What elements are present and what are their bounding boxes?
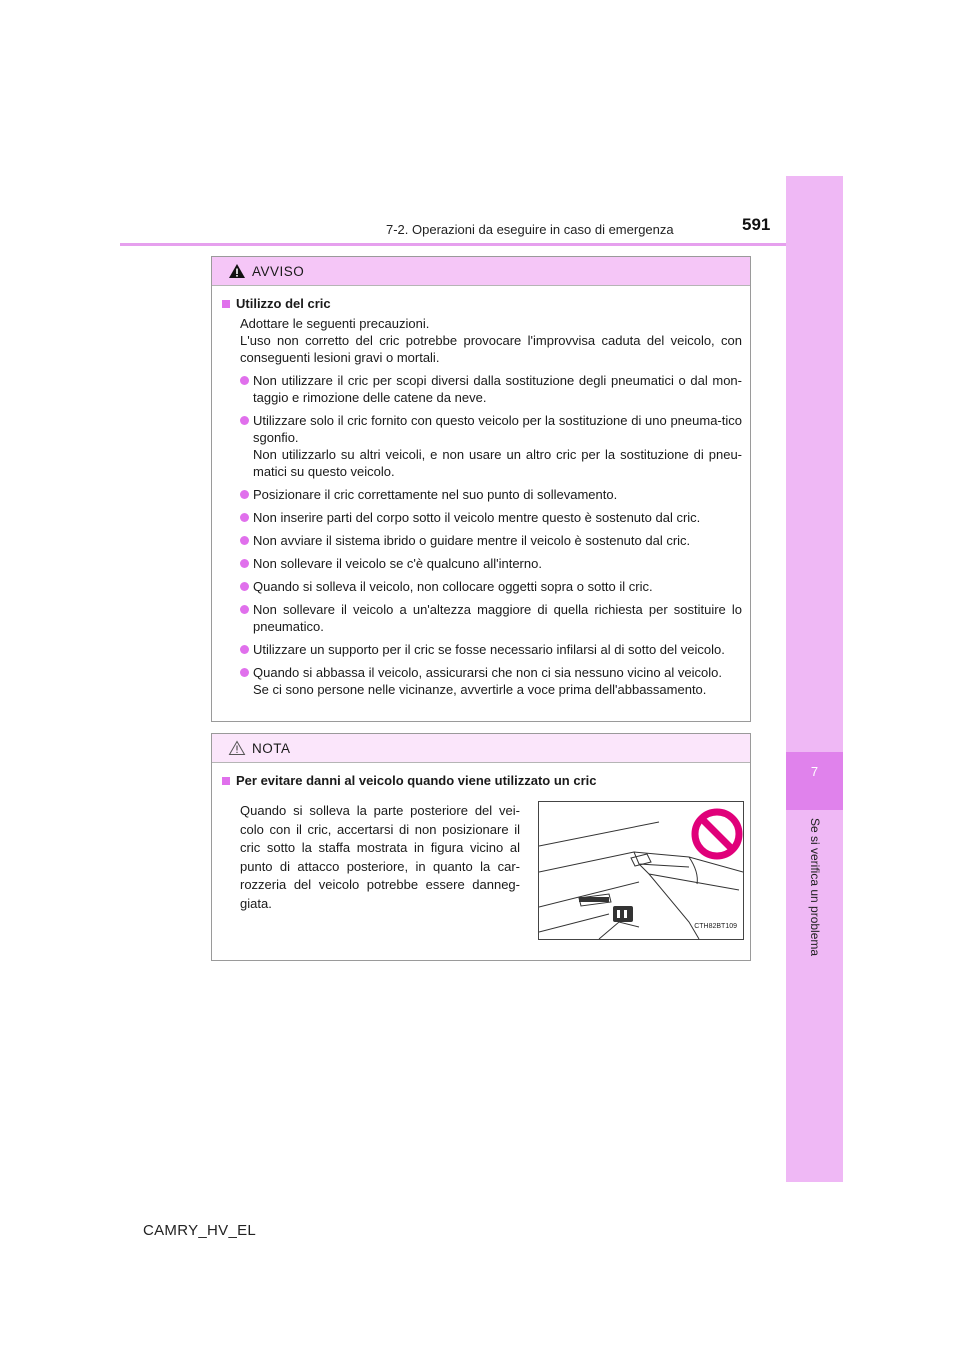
- warning-bullet-item: [222, 601, 742, 635]
- warning-bullet-item: [222, 532, 742, 549]
- warning-bullet-item: [222, 509, 742, 526]
- warning-bullet-item: [222, 555, 742, 572]
- section-header-title: 7-2. Operazioni da eseguire in caso di emergenza: [386, 222, 674, 237]
- warning-bullet-text: Utilizzare un supporto per il cric se fosse necessario infilarsi al di sotto del veicolo.: [253, 642, 725, 657]
- bullet-dot-icon: [240, 559, 249, 568]
- note-content: [222, 792, 742, 942]
- bullet-dot-icon: [240, 605, 249, 614]
- warning-box: [211, 256, 751, 722]
- note-text: Quando si solleva la parte posteriore del vei-colo con il cric, accertarsi di non posizionare il cric sotto la staffa mostrata in figura vicino al punto di attacco posteriore, in quanto la car-rozzeria del veicolo potrebbe essere danneg-giata.: [240, 803, 520, 911]
- bullet-dot-icon: [240, 536, 249, 545]
- note-body: [212, 763, 750, 942]
- warning-bullet-item: [222, 372, 742, 406]
- warning-bullet-text: Quando si abbassa il veicolo, assicurarsi che non ci sia nessuno vicino al veicolo.: [253, 665, 722, 680]
- chapter-number-block: [786, 752, 843, 810]
- warning-bullet-text: Posizionare il cric correttamente nel suo punto di sollevamento.: [253, 487, 618, 502]
- warning-bullet-item: [222, 578, 742, 595]
- document-code: CAMRY_HV_EL: [143, 1222, 257, 1239]
- warning-bullet-text: Non inserire parti del corpo sotto il veicolo mentre questo è sostenuto dal cric.: [253, 510, 701, 525]
- chapter-side-tab: [786, 176, 843, 1182]
- chapter-number: 7: [810, 764, 819, 779]
- warning-triangle-icon: [228, 263, 246, 279]
- warning-bullet-item: [222, 486, 742, 503]
- note-section-title-text: Per evitare danni al veicolo quando viene utilizzato un cric: [236, 773, 597, 788]
- chapter-title: Se si verifica un problema: [808, 818, 822, 957]
- bullet-dot-icon: [240, 582, 249, 591]
- warning-section-title: [222, 295, 742, 312]
- note-box: [211, 733, 751, 961]
- warning-label: AVVISO: [252, 263, 305, 279]
- intro-line: Adottare le seguenti precauzioni.: [240, 316, 430, 331]
- warning-bullet-item: [222, 641, 742, 658]
- bullet-dot-icon: [240, 416, 249, 425]
- page-number: 591: [742, 215, 771, 234]
- jack-bracket-figure: [538, 801, 744, 940]
- square-bullet-icon: [222, 300, 230, 308]
- figure-code: CTH82BT109: [694, 923, 737, 930]
- square-bullet-icon: [222, 777, 230, 785]
- warning-bullet-text: Utilizzare solo il cric fornito con questo veicolo per la sostituzione di uno pneuma-tico sgonfio.: [253, 413, 742, 445]
- bullet-dot-icon: [240, 513, 249, 522]
- bullet-dot-icon: [240, 490, 249, 499]
- warning-bullet-text: Non utilizzare il cric per scopi diversi dalla sostituzione degli pneumatici o dal mon-taggio e rimozione delle catene da neve.: [253, 373, 742, 405]
- warning-bullet-item: [222, 412, 742, 480]
- header-divider: [120, 243, 786, 246]
- note-section-title: [222, 772, 742, 789]
- warning-intro: [222, 315, 742, 366]
- warning-bullet-text: Quando si solleva il veicolo, non collocare oggetti sopra o sotto il cric.: [253, 579, 653, 594]
- warning-bullet-text: Non utilizzarlo su altri veicoli, e non usare un altro cric per la sostituzione di pneu-matici su questo veicolo.: [253, 447, 742, 479]
- note-header: [212, 734, 750, 763]
- warning-section-title-text: Utilizzo del cric: [236, 296, 331, 311]
- warning-bullet-item: [222, 664, 742, 698]
- bullet-dot-icon: [240, 376, 249, 385]
- warning-body: [212, 286, 750, 698]
- warning-header: [212, 257, 750, 286]
- warning-bullet-text: Non sollevare il veicolo se c'è qualcuno all'interno.: [253, 556, 542, 571]
- note-label: NOTA: [252, 740, 291, 756]
- bullet-dot-icon: [240, 668, 249, 677]
- intro-line: L'uso non corretto del cric potrebbe provocare l'improvvisa caduta del veicolo, con conseguenti lesioni gravi o mortali.: [240, 333, 742, 365]
- warning-bullet-list: [222, 372, 742, 698]
- warning-bullet-text: Non avviare il sistema ibrido o guidare mentre il veicolo è sostenuto dal cric.: [253, 533, 691, 548]
- bullet-dot-icon: [240, 645, 249, 654]
- warning-bullet-text: Non sollevare il veicolo a un'altezza maggiore di quella richiesta per sostituire lo pneumatico.: [253, 602, 742, 634]
- warning-bullet-text: Se ci sono persone nelle vicinanze, avvertirle a voce prima dell'abbassamento.: [253, 682, 707, 697]
- prohibited-icon: [695, 812, 739, 856]
- caution-outline-triangle-icon: [228, 740, 246, 756]
